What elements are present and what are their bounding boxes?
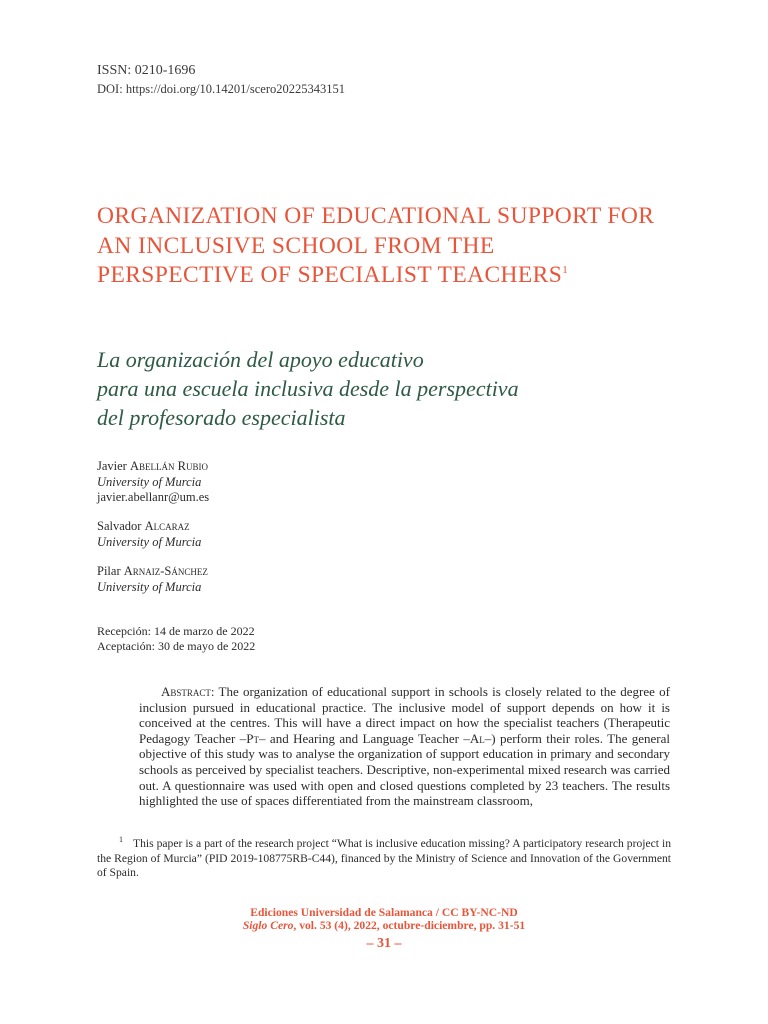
issn: ISSN: 0210-1696: [97, 63, 196, 78]
abstract: [139, 684, 670, 809]
abstract-text: –) perform their roles. The general objective of this study was to analyse the organization of support education in primary and secondary schools as perceived by specialist teachers. Descriptive, non-experimental mixed research was carried out. A questionnaire was used with open and closed questions completed by 23 teachers. The results highlighted the use of spaces differentiated from the mainstream classroom,: [139, 730, 671, 809]
footnote-mark: 1: [119, 835, 123, 845]
author-block: [97, 564, 208, 595]
page-number: – 31 –: [366, 936, 402, 951]
author-email[interactable]: javier.abellanr@um.es: [97, 490, 210, 504]
abstract-text: : The organization of educational support in schools is closely related to the degree of inclusion pursued in educational practice. The inclusive model of support depends on how it is conceived at the centres. This will have a direct impact on how the specialist teachers (Therapeutic Pedagogy Teacher –: [139, 684, 670, 746]
author-first-name: Pilar: [97, 564, 121, 578]
journal-name: Siglo Cero: [242, 919, 294, 932]
article-subtitle-spanish: [97, 345, 657, 432]
author-block: [97, 519, 201, 550]
subtitle-line: del profesorado especialista: [97, 405, 346, 430]
footnote-text: This paper is a part of the research project “What is inclusive education missing? A participatory research project in the Region of Murcia” (PID 2019-108775RB-C44), financed by the Ministry of Science and Innovation of the Government of Spain.: [97, 837, 671, 880]
citation-details: , vol. 53 (4), 2022, octubre-diciembre, pp. 31-51: [293, 919, 526, 932]
author-last-name: Abellán Rubio: [129, 459, 208, 473]
author-last-name: Alcaraz: [144, 519, 190, 533]
abstract-abbrev-pt: Pt: [246, 730, 260, 746]
doi-link[interactable]: DOI: https://doi.org/10.14201/scero20225343151: [97, 82, 346, 96]
article-title-text: ORGANIZATION OF EDUCATIONAL SUPPORT FOR AN INCLUSIVE SCHOOL FROM THE PERSPECTIVE OF SPECIALIST TEACHERS: [97, 203, 655, 288]
accepted-date: Aceptación: 30 de mayo de 2022: [97, 638, 256, 653]
submission-dates: [97, 624, 255, 653]
author-first-name: Salvador: [97, 519, 142, 533]
abstract-text: – and Hearing and Language Teacher –: [259, 730, 470, 746]
title-footnote-ref[interactable]: 1: [562, 264, 569, 277]
footnote: [97, 837, 671, 881]
author-affiliation: University of Murcia: [97, 579, 202, 594]
footer-publisher: Ediciones Universidad de Salamanca / CC BY-NC-ND: [250, 906, 518, 919]
abstract-abbrev-al: Al: [469, 730, 485, 746]
subtitle-line: La organización del apoyo educativo: [97, 347, 424, 372]
footer-citation: [0, 919, 768, 932]
author-first-name: Javier: [97, 459, 127, 473]
author-last-name: Arnaiz-Sánchez: [123, 564, 208, 578]
abstract-label: Abstract: [161, 684, 211, 699]
subtitle-line: para una escuela inclusiva desde la perspectiva: [97, 376, 519, 401]
author-block: [97, 459, 209, 506]
article-title: [97, 202, 657, 291]
author-affiliation: University of Murcia: [97, 474, 202, 489]
author-affiliation: University of Murcia: [97, 534, 202, 549]
received-date: Recepción: 14 de marzo de 2022: [97, 624, 255, 638]
